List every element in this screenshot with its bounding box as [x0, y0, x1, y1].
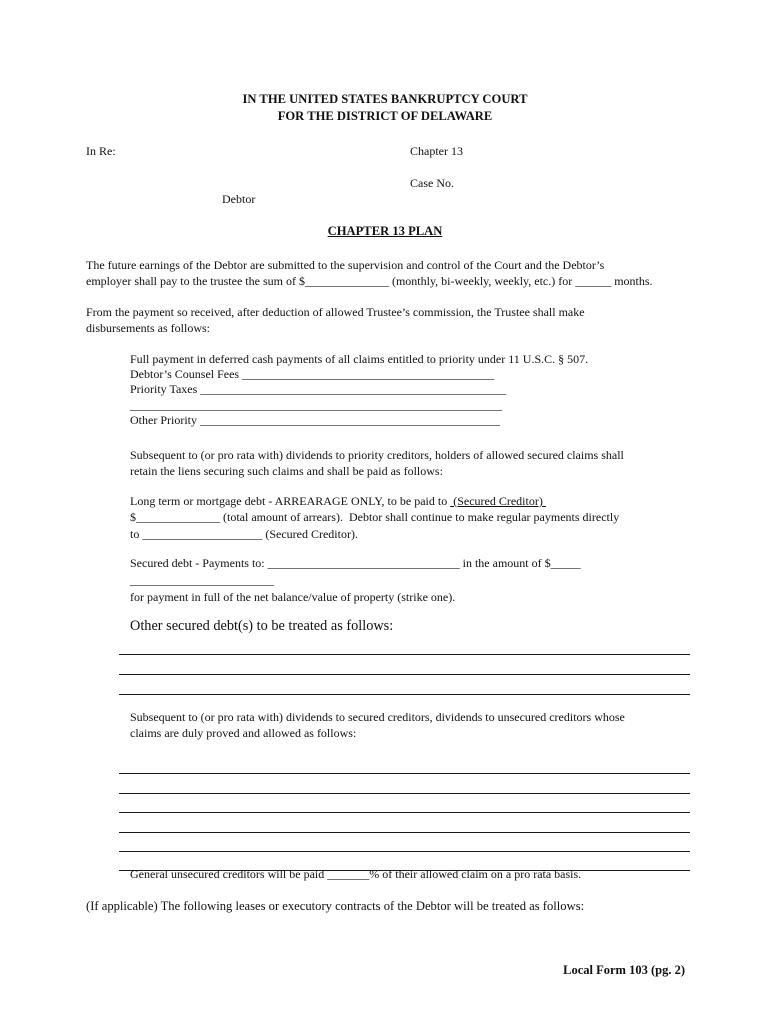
blank-ruled-line	[119, 774, 690, 793]
from-payment-line-1: From the payment so received, after deduction of allowed Trustee’s commission, the Trustee shall make	[86, 305, 585, 319]
plan-title: CHAPTER 13 PLAN	[327, 224, 443, 238]
form-number-footer: Local Form 103 (pg. 2)	[563, 963, 685, 977]
priority-claims-block	[130, 352, 588, 428]
long-term-debt-line-3: to ____________________ (Secured Creditor).	[130, 526, 358, 541]
secured-debt-continuation-blank: ________________________	[130, 573, 274, 587]
blank-ruled-line	[119, 755, 690, 774]
blank-ruled-line	[119, 813, 690, 832]
subsequent-secured-line-1: Subsequent to (or pro rata with) dividends to secured creditors, dividends to unsecured creditors whose	[130, 710, 625, 724]
long-term-debt-line-1-text: Long term or mortgage debt - ARREARAGE ONLY, to be paid to	[130, 494, 451, 508]
secured-debt-payments-line: Secured debt - Payments to: ________________________________ in the amount of $_____	[130, 556, 581, 570]
other-secured-ruled-lines	[119, 635, 690, 695]
subsequent-secured-line-2: claims are duly proved and allowed as follows:	[130, 726, 357, 740]
secured-debt-strike-one-line: for payment in full of the net balance/value of property (strike one).	[130, 590, 456, 604]
secured-debt-paragraph	[130, 555, 581, 606]
blank-ruled-line	[119, 833, 690, 852]
blank-ruled-line	[119, 794, 690, 813]
subsequent-priority-line-2: retain the liens securing such claims and shall be paid as follows:	[130, 464, 443, 478]
general-unsecured-line: General unsecured creditors will be paid _______% of their allowed claim on a pro rata basis.	[130, 867, 582, 881]
long-term-debt-line-1	[130, 493, 619, 509]
long-term-debt-paragraph	[130, 493, 619, 542]
subsequent-priority-paragraph	[130, 447, 624, 479]
other-priority-blank: Other Priority __________________________________________________	[130, 412, 500, 427]
priority-full-payment-line: Full payment in deferred cash payments of all claims entitled to priority under 11 U.S.C. § 507.	[130, 352, 589, 366]
long-term-debt-line-2: $______________ (total amount of arrears). Debtor shall continue to make regular payments directly	[130, 510, 620, 525]
in-re-label: In Re:	[86, 144, 116, 158]
other-secured-debts-heading: Other secured debt(s) to be treated as follows:	[130, 618, 394, 634]
case-number-label: Case No.	[410, 176, 454, 190]
future-earnings-line-2: employer shall pay to the trustee the sum of $______________ (monthly, bi-weekly, weekly, etc.) for ______ months.	[86, 273, 653, 288]
blank-ruled-line	[119, 635, 690, 655]
blank-ruled-line	[119, 655, 690, 675]
court-header-line1: IN THE UNITED STATES BANKRUPTCY COURT	[242, 92, 528, 106]
priority-continuation-blank: ______________________________________________________________	[130, 397, 502, 412]
from-payment-paragraph	[86, 305, 585, 336]
debtor-label: Debtor	[222, 192, 256, 206]
blank-ruled-line	[119, 675, 690, 695]
chapter-label: Chapter 13	[410, 144, 463, 158]
subsequent-secured-paragraph	[130, 709, 625, 741]
subsequent-priority-line-1: Subsequent to (or pro rata with) dividends to priority creditors, holders of allowed secured claims shall	[130, 448, 624, 462]
future-earnings-line-1: The future earnings of the Debtor are submitted to the supervision and control of the Court and the Debtor’s	[86, 258, 605, 272]
unsecured-ruled-lines	[119, 755, 690, 871]
future-earnings-paragraph	[86, 258, 653, 289]
from-payment-line-2: disbursements as follows:	[86, 320, 210, 335]
priority-taxes-blank: Priority Taxes ___________________________________________________	[130, 382, 507, 397]
debtors-counsel-fees-blank: Debtor’s Counsel Fees __________________________________________	[130, 367, 495, 382]
leases-contracts-line: (If applicable) The following leases or executory contracts of the Debtor will be treated as follows:	[86, 899, 585, 913]
secured-creditor-underlined-label: (Secured Creditor)	[450, 494, 546, 508]
court-header-line2: FOR THE DISTRICT OF DELAWARE	[277, 109, 493, 123]
